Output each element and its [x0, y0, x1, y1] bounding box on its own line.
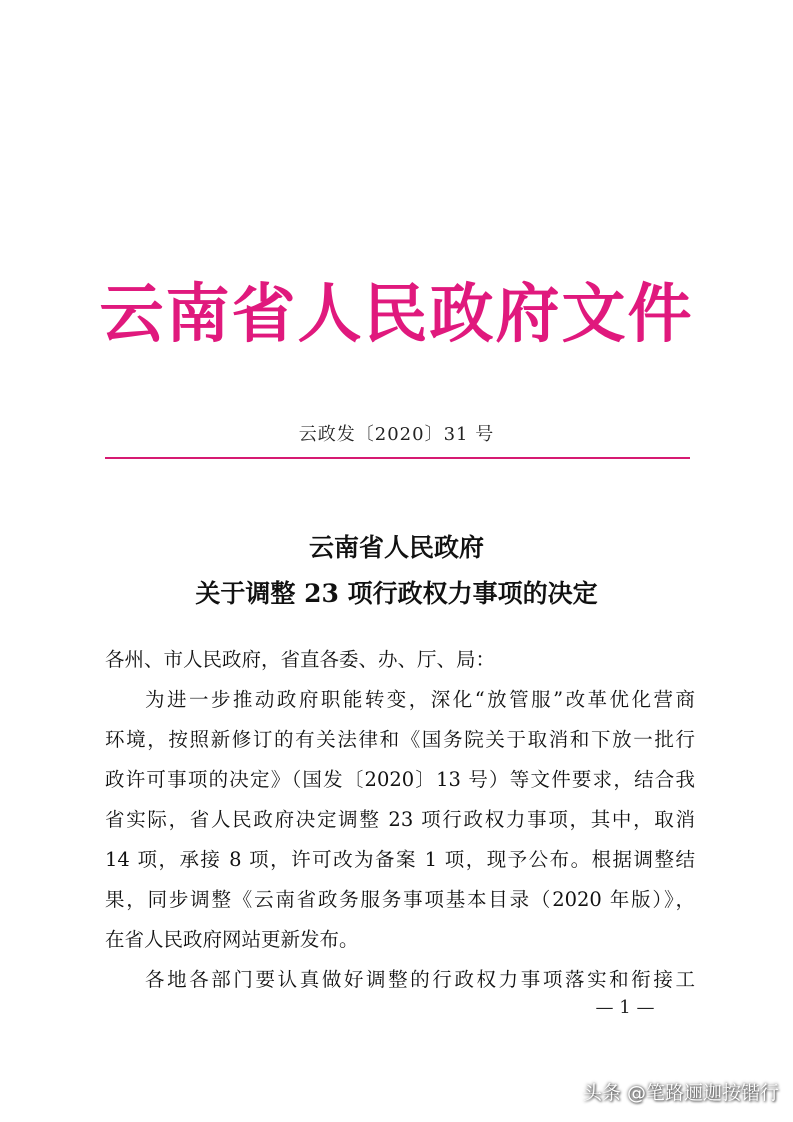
- document-title: [0, 525, 793, 617]
- paragraph-1-line-7: 在省人民政府网站更新发布。: [105, 928, 359, 951]
- document-body: [105, 640, 695, 1000]
- paragraph-1-line-6: 果，同步调整《云南省政务服务事项基本目录（2020 年版）》，: [105, 888, 695, 911]
- issuer-title: 云南省人民政府文件: [99, 277, 694, 352]
- paragraph-1-line-5: 14 项，承接 8 项，许可改为备案 1 项，现予公布。根据调整结: [105, 848, 695, 871]
- paragraph-2-line-1: 各地各部门要认真做好调整的行政权力事项落实和衔接工: [145, 968, 695, 991]
- title-line-1: 云南省人民政府: [308, 533, 484, 562]
- watermark: 头条 @笔路逦迦按锴行: [582, 1082, 779, 1104]
- document-number: 云政发〔2020〕31 号: [298, 424, 495, 445]
- paragraph-1-line-2: 环境，按照新修订的有关法律和《国务院关于取消和下放一批行: [105, 728, 695, 751]
- page-number: — 1 —: [595, 997, 655, 1018]
- title-line-2: 关于调整 23 项行政权力事项的决定: [195, 579, 598, 608]
- paragraph-1-line-4: 省实际，省人民政府决定调整 23 项行政权力事项，其中，取消: [105, 808, 695, 831]
- red-separator-line: [105, 457, 690, 459]
- salutation: 各州、市人民政府，省直各委、办、厅、局：: [105, 648, 496, 671]
- paragraph-1-line-3: 政许可事项的决定》（国发〔2020〕13 号）等文件要求，结合我: [105, 768, 695, 791]
- paragraph-1-line-1: 为进一步推动政府职能转变，深化“放管服”改革优化营商: [145, 688, 695, 711]
